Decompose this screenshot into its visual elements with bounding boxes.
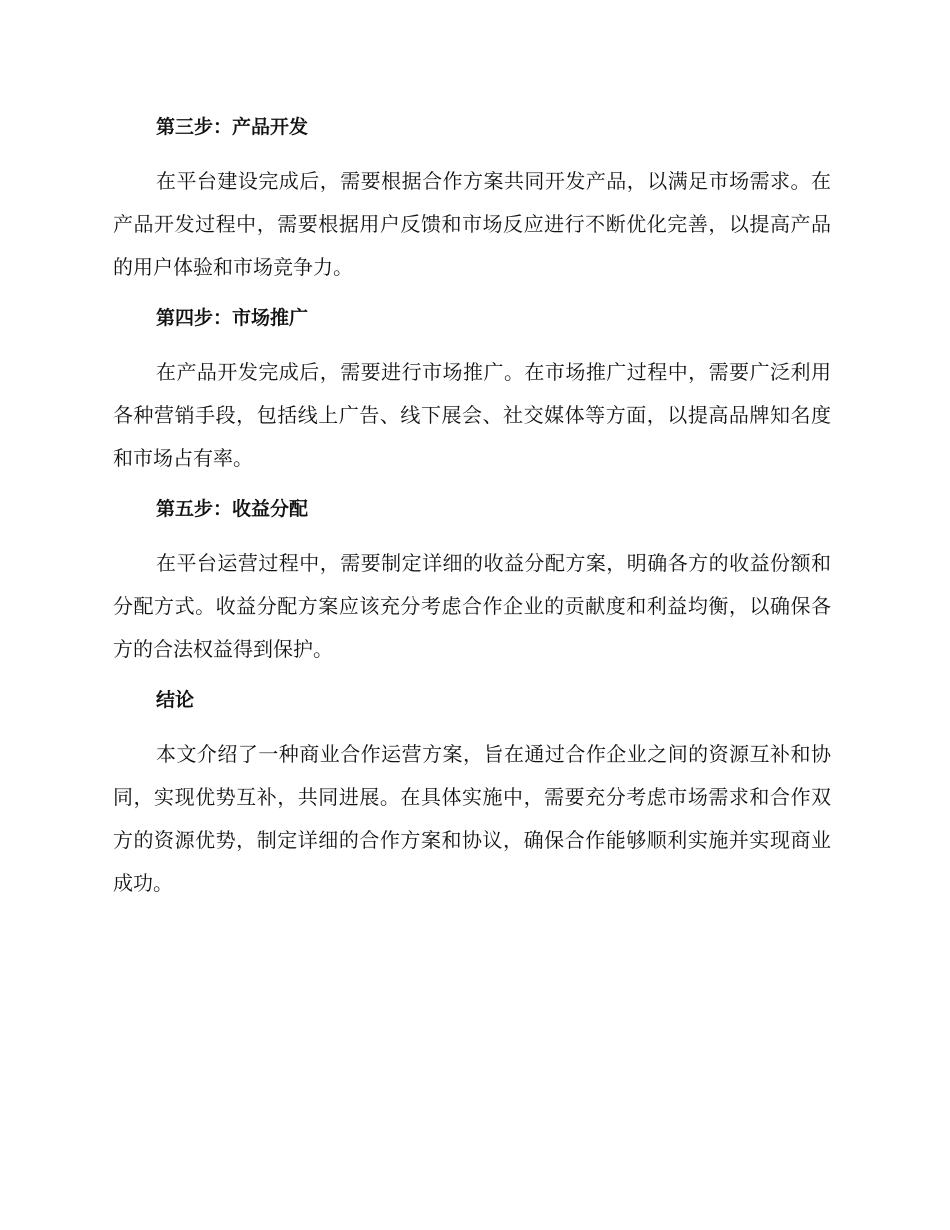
section-paragraph: 本文介绍了一种商业合作运营方案，旨在通过合作企业之间的资源互补和协同，实现优势互补，共同进展。在具体实施中，需要充分考虑市场需求和合作双方的资源优势，制定详细的合作方案和协议，确保合作能够顺利实施并实现商业成功。 — [113, 742, 831, 895]
document-body — [113, 112, 831, 919]
section-paragraph: 在产品开发完成后，需要进行市场推广。在市场推广过程中，需要广泛利用各种营销手段，包括线上广告、线下展会、社交媒体等方面，以提高品牌知名度和市场占有率。 — [113, 360, 831, 470]
section-heading: 结论 — [156, 689, 195, 711]
section-market-promotion — [113, 303, 831, 480]
section-conclusion — [113, 685, 831, 905]
section-heading: 第三步：产品开发 — [156, 116, 309, 138]
section-paragraph: 在平台建设完成后，需要根据合作方案共同开发产品，以满足市场需求。在产品开发过程中，需要根据用户反馈和市场反应进行不断优化完善，以提高产品的用户体验和市场竞争力。 — [113, 169, 831, 279]
section-revenue-distribution — [113, 494, 831, 671]
section-product-development — [113, 112, 831, 289]
section-heading: 第五步：收益分配 — [156, 498, 309, 520]
section-heading: 第四步：市场推广 — [156, 307, 309, 329]
section-paragraph: 在平台运营过程中，需要制定详细的收益分配方案，明确各方的收益份额和分配方式。收益分配方案应该充分考虑合作企业的贡献度和利益均衡，以确保各方的合法权益得到保护。 — [113, 551, 831, 661]
